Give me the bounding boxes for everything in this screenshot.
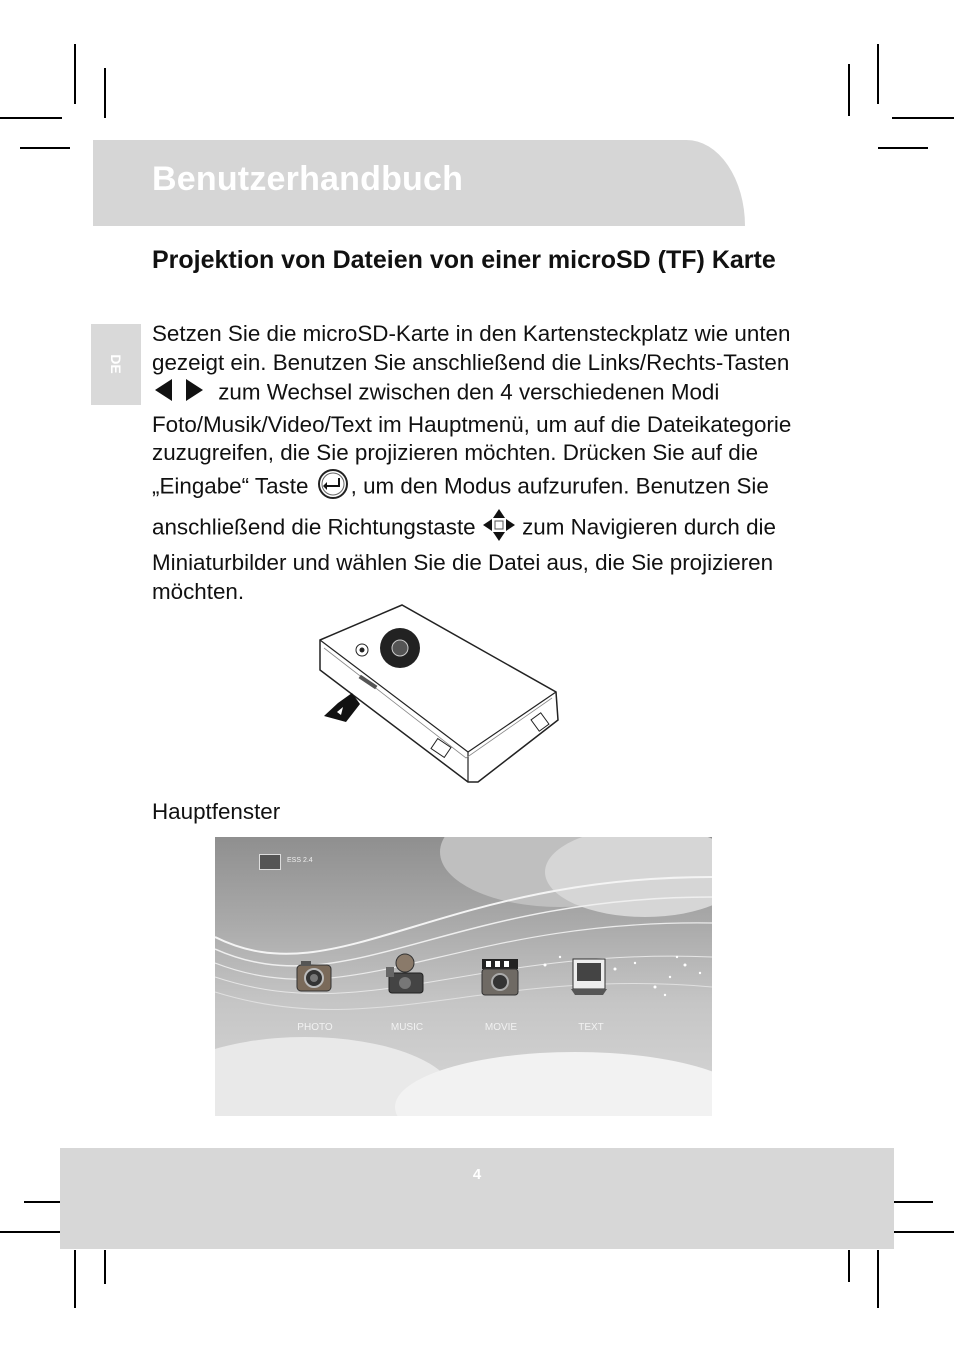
crop-mark [0,117,62,119]
swoosh-lines [215,837,712,1116]
projector-with-microsd-illustration [318,600,568,791]
page-title: Benutzerhandbuch [152,160,464,198]
crop-mark [74,44,76,104]
main-window-caption: Hauptfenster [152,799,281,824]
crop-mark [104,68,106,118]
film-camera-icon[interactable] [479,955,521,997]
section-heading: Projektion von Dateien von einer microSD (TF) Karte [152,246,776,274]
status-icon [259,854,281,870]
crop-mark [893,1231,954,1233]
left-right-keys-icon [152,377,212,411]
menu-label-photo[interactable]: PHOTO [297,1022,333,1033]
crop-mark [104,1250,106,1284]
page-number: 4 [472,1166,482,1183]
instructions-paragraph [152,320,832,606]
crop-mark [892,117,954,119]
crop-mark [848,1250,850,1282]
main-window-screenshot [215,837,712,1116]
crop-mark [893,1201,933,1203]
crop-mark [877,44,879,104]
enter-key-icon [315,468,351,508]
instructions-text-4: zum Navigieren durch die Miniaturbilder und wählen Sie die Datei aus, die Sie projizieren möchten. [152,514,776,604]
footer-band [60,1148,894,1249]
camera-icon[interactable] [295,957,333,995]
menu-label-text[interactable]: TEXT [578,1022,604,1033]
crop-mark [74,1250,76,1308]
crop-mark [0,1231,62,1233]
crop-mark [24,1201,62,1203]
menu-label-music[interactable]: MUSIC [390,1022,424,1033]
instructions-text-1: Setzen Sie die microSD-Karte in den Kartensteckplatz wie unten gezeigt ein. Benutzen Sie anschließend die Links/Rechts-Tasten [152,321,791,375]
instructions-text-3: , um den Modus aufzurufen. Benutzen Sie anschließend die Richtungstaste [152,473,769,540]
document-icon[interactable] [569,955,609,997]
direction-key-icon [482,508,516,550]
crop-mark [848,64,850,116]
crop-mark [878,147,928,149]
crop-mark [877,1250,879,1308]
status-text: ESS 2.4 [287,857,313,864]
menu-label-movie[interactable]: MOVIE [484,1022,518,1033]
crop-mark [20,147,70,149]
language-tab-label: DE [108,354,124,374]
speaker-icon[interactable] [383,951,427,997]
instructions-text-2: zum Wechsel zwischen den 4 verschiedenen Modi Foto/Musik/Video/Text im Hauptmenü, um auf die Dateikategorie zuzugreifen, die Sie projizieren möchten. Drücken Sie auf die „Eingabe“ Taste [152,379,792,499]
